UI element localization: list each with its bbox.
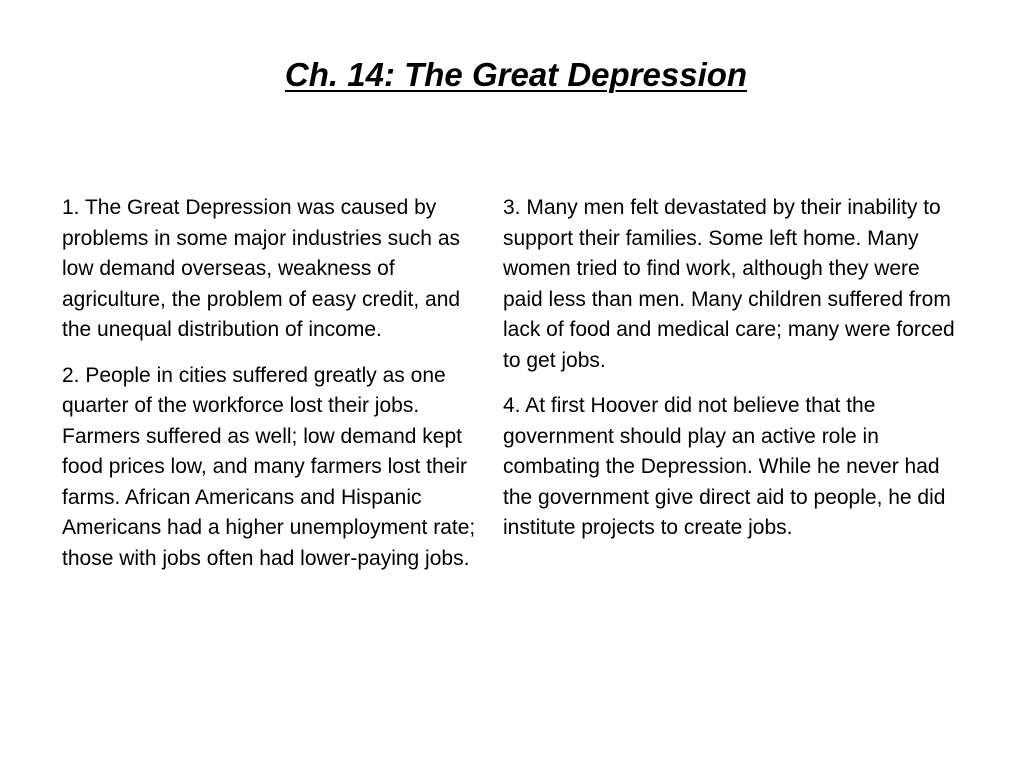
paragraph-2: 2. People in cities suffered greatly as one quarter of the workforce lost their jobs. Farmers suffered as well; low demand kept food prices low, and many farmers lost their farms. African Americans and Hispanic Americans had a higher unemployment rate; those with jobs often had lower-paying jobs. [62,363,476,570]
slide-title: Ch. 14: The Great Depression [284,56,748,93]
paragraph-3: 3. Many men felt devastated by their inability to support their families. Some left home. Many women tried to find work, although they were paid less than men. Many children suffered from lack of food and medical care; many were forced to get jobs. [503,196,955,372]
paragraph-1: 1. The Great Depression was caused by problems in some major industries such as low demand overseas, weakness of agriculture, the problem of easy credit, and the unequal distribution of income. [62,196,461,341]
right-column [503,193,963,559]
paragraph-4: 4. At first Hoover did not believe that the government should play an active role in combating the Depression. While he never had the government give direct aid to people, he did institute projects to create jobs. [503,394,946,539]
left-column [62,193,480,589]
